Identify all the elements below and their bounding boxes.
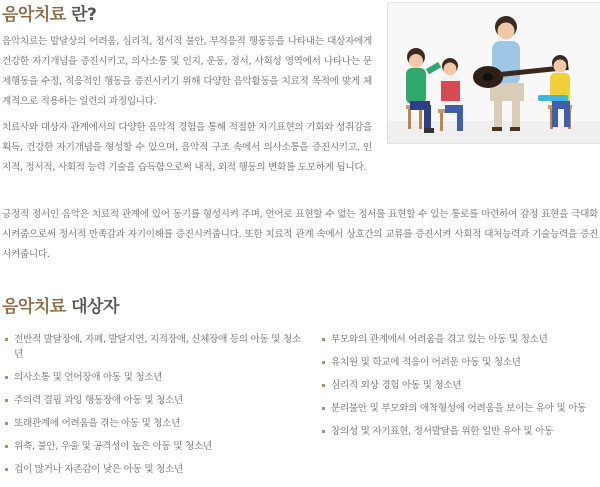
- title-main: 음악치료: [2, 297, 66, 317]
- list-item: 겁이 많거나 자존감이 낮은 아동 및 청소년: [4, 462, 304, 477]
- intro-paragraph-2: 치료사와 대상자 관계에서의 다양한 음악적 경험을 통해 적절한 자기표현의 기회와 성취감을 획득, 건강한 자기개념을 형성할 수 있으며, 음악적 구조 속에서 의사소통을 증진시키고, 인지적, 정서적, 사회적 능력 기술을 습득함으로써 내적, 외적 행동의 변화를 도모하게 됩니다.: [2, 122, 372, 173]
- list-item: 심리적 외상 경험 아동 및 청소년: [321, 378, 600, 393]
- title-tail: 대상자: [65, 297, 119, 317]
- target-list-left: [4, 332, 304, 485]
- list-item: 유치원 및 학교에 적응이 어려운 아동 및 청소년: [321, 355, 600, 370]
- list-item: 주의력 결핍 과잉 행동장애 아동 및 청소년: [4, 393, 304, 408]
- section-title-music-therapy: [2, 0, 96, 25]
- title-main: 음악치료: [2, 5, 66, 25]
- title-tail: 란?: [65, 5, 97, 25]
- list-item: 부모와의 관계에서 어려움을 겪고 있는 아동 및 청소년: [321, 332, 600, 347]
- section-title-target-group: [2, 292, 119, 317]
- list-item: 의사소통 및 언어장애 아동 및 청소년: [4, 370, 304, 385]
- target-list-right: [321, 332, 600, 447]
- list-item: 위축, 불안, 우울 및 공격성이 높은 아동 및 청소년: [4, 439, 304, 454]
- music-therapy-illustration: [388, 3, 600, 143]
- list-item: 창의성 및 자기표현, 정서발달을 위한 일반 유아 및 아동: [321, 424, 600, 439]
- list-item: 또래관계에 어려움을 겪는 아동 및 청소년: [4, 416, 304, 431]
- list-item: 전반적 발달장애, 자폐, 발달지연, 지적장애, 신체장애 등의 아동 및 청소년: [4, 332, 304, 362]
- intro-paragraph-1: 음악치료는 발달상의 어려움, 심리적, 정서적 불안, 부적응적 행동등을 나타내는 대상자에게 건강한 자기개념을 증진시키고, 의사소통 및 인지, 운동, 정서, 사회성 영역에서 나타나는 문제행동을 수정, 적응적인 행동을 증진시키기 위해 다양한 음악활동을 치료적 목적에 맞게 체계적으로 적용하는 일련의 과정입니다.: [2, 36, 372, 107]
- list-item: 분리불안 및 부모와의 애착형성에 어려움을 보이는 유아 및 아동: [321, 401, 600, 416]
- music-therapy-photo: [387, 2, 600, 144]
- intro-paragraph-3: 긍정적 정서인 음악은 치료적 관계에 있어 동기를 형성시켜 주며, 언어로 표현할 수 없는 정서를 표현할 수 있는 통로를 마련하여 감정 표현을 극대화 시켜줌으로써 정서적 만족감과 자기이해를 증진시켜줍니다. 또한 치료적 관계 속에서 상호간의 교류를 증진시켜 사회적 대처능력과 기술능력을 증진시켜줍니다.: [2, 209, 598, 260]
